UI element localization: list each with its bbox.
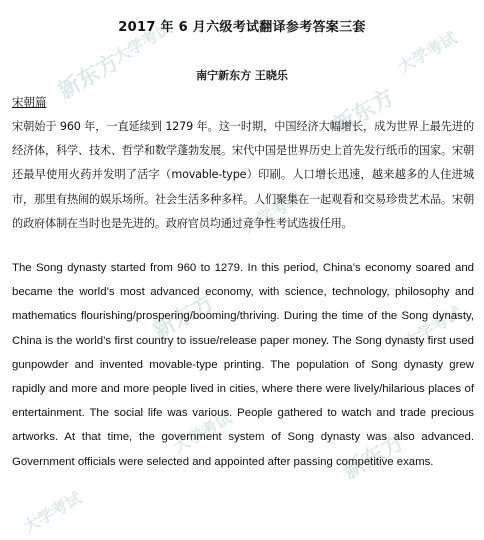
watermark-subtext: 大学考试 [170, 408, 235, 457]
watermark-logo: 新东方 [149, 289, 219, 345]
watermark-subtext: 大学考试 [240, 188, 305, 237]
english-paragraph-text: The Song dynasty started from 960 to 1279. In this period, China’s economy soared and became the world’s most advanced economy, with science, technology, philosophy and mathematics flourishing/prospering/booming/thriving. During the time of the Song dynasty, China is the world’s first country to issue/release paper money. The Song dynasty first used gunpowder and invented movable-type printing. The population of Song dynasty grew rapidly and more and more people lived in cities, where there were lively/hilarious places of entertainment. The social life was various. People gathered to watch and trade precious artworks. At that time, the government system of Song dynasty was also advanced. Government officials were selected and appointed after passing competitive exams. [12, 262, 474, 468]
chinese-paragraph-text: 宋朝始于 960 年，一直延续到 1279 年。这一时期，中国经济大幅增长，成为世界上最先进的经济体，科学、技术、哲学和数学蓬勃发展。宋代中国是世界历史上首先发行纸币的国家。宋朝还最早使用火药并发明了活字（movable-type）印刷。人口增长迅速，越来越多的人住进城市，那里有热闹的娱乐场所。社会生活多种多样。人们聚集在一起观看和交易珍贵艺术品。宋朝的政府体制在当时也是先进的。政府官员均通过竞争性考试选拔任用。 [12, 120, 474, 230]
chinese-source-paragraph [12, 115, 474, 236]
author-line: 南宁新东方 王晓乐 [196, 69, 288, 82]
watermark-logo: 新东方 [329, 84, 399, 140]
watermark-logo: 新东方 [54, 49, 124, 105]
watermark-subtext: 大学考试 [20, 488, 85, 537]
watermark-subtext: 大学考试 [400, 303, 465, 352]
document-title: 2017 年 6 月六级考试翻译参考答案三套 [118, 20, 366, 35]
watermark-subtext: 大学考试 [395, 28, 460, 77]
english-translation-paragraph [12, 256, 474, 474]
section-heading: 宋朝篇 [12, 95, 47, 109]
watermark-logo: 新东方 [339, 429, 409, 485]
watermark-subtext: 大学考试 [110, 18, 175, 67]
